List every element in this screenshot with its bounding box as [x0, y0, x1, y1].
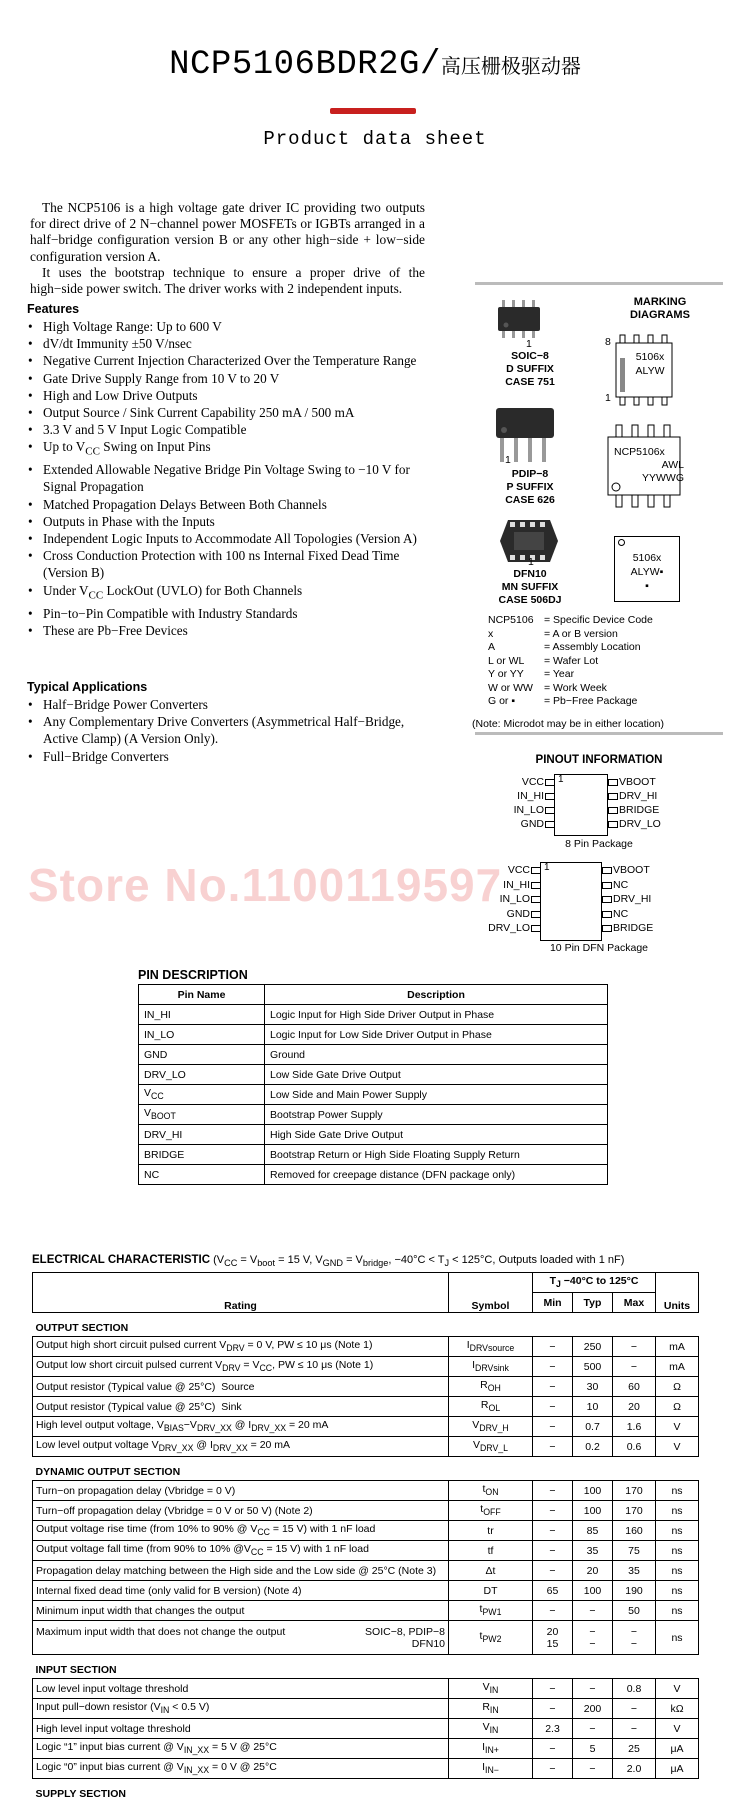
units-cell: ns	[656, 1601, 699, 1621]
rating-cell: Output resistor (Typical value @ 25°C) Sink	[33, 1397, 449, 1417]
typ-cell: 500	[573, 1357, 613, 1377]
min-cell: −	[533, 1481, 573, 1501]
legend-key: W or WW	[488, 681, 533, 694]
features-list	[27, 318, 427, 639]
electrical-header-row	[33, 1273, 699, 1293]
typ-cell: 5	[573, 1739, 613, 1759]
min-cell: −	[533, 1759, 573, 1779]
feature-item: • Outputs in Phase with the Inputs	[27, 513, 427, 530]
min-cell: −	[533, 1739, 573, 1759]
pdip-label: PDIP−8 P SUFFIX CASE 626	[505, 468, 555, 506]
max-cell: 0.6	[613, 1437, 656, 1457]
units-cell: ns	[656, 1501, 699, 1521]
min-header: Min	[533, 1293, 573, 1313]
typ-cell: −	[573, 1601, 613, 1621]
pin-stub-icon	[545, 793, 555, 800]
min-cell: −	[533, 1337, 573, 1357]
symbol-cell: $R_{OH}$	[449, 1377, 533, 1397]
typ-cell: 100	[573, 1581, 613, 1601]
parameter-row	[33, 1417, 699, 1437]
max-cell: 0.8	[613, 1679, 656, 1699]
parameter-row	[33, 1337, 699, 1357]
units-cell: Ω	[656, 1377, 699, 1397]
pin-stub-icon	[531, 882, 541, 889]
symbol-cell: tr	[449, 1521, 533, 1541]
pin-stub-icon	[602, 896, 612, 903]
pin-description: Low Side Gate Drive Output	[265, 1065, 608, 1085]
pin-label-left: IN_LO	[499, 893, 530, 905]
pdip8-package-icon	[494, 406, 558, 468]
symbol-cell: $I_{DRVsink}$	[449, 1357, 533, 1377]
min-cell: −	[533, 1357, 573, 1377]
section-row	[33, 1313, 699, 1337]
pin1-dot-icon	[618, 539, 625, 546]
legend-value: = Pb−Free Package	[544, 695, 638, 707]
pin-description: Logic Input for Low Side Driver Output in Phase	[265, 1025, 608, 1045]
min-cell: −	[533, 1501, 573, 1521]
parameter-row	[33, 1541, 699, 1561]
pin-name: $V_{CC}$	[139, 1085, 265, 1105]
typ-header: Typ	[573, 1293, 613, 1313]
intro-text	[30, 200, 425, 297]
units-cell: mA	[656, 1337, 699, 1357]
tj-header: $T_J -40^\circ C$ to 125°C	[533, 1273, 656, 1293]
pin-label-right: NC	[613, 878, 629, 891]
pin-label-left: IN_LO	[513, 804, 544, 816]
feature-item: • Matched Propagation Delays Between Both Channels	[27, 496, 427, 513]
page-subtitle: Product data sheet	[263, 128, 487, 150]
rating-cell: Logic “1” input bias current @ $V_{IN\_XX} = 5$ V @ 25°C	[33, 1739, 449, 1759]
pinout-10pin-diagram	[480, 862, 720, 938]
legend-row	[486, 682, 655, 696]
pin-label-left: DRV_LO	[488, 922, 530, 934]
electrical-conditions: ($V_{CC} = V_{boot} = 15$ V, $V_{GND} = V_{bridge}$, $-40^\circ C < T_J < 125^\circ C$, Outputs loaded with 1 nF)	[213, 1254, 625, 1269]
pinout-heading: PINOUT INFORMATION	[535, 754, 663, 766]
pdip-pin1: 1	[505, 454, 511, 466]
legend-key: x	[488, 627, 494, 640]
units-cell: V	[656, 1679, 699, 1699]
pin-row	[139, 1125, 608, 1145]
rating-cell: Internal fixed dead time (only valid for B version) (Note 4)	[33, 1581, 449, 1601]
pin-row	[139, 1145, 608, 1165]
units-header: Units	[656, 1273, 699, 1313]
rating-cell: Output voltage fall time (from 90% to 10% $@V_{CC} = 15$ V) with 1 nF load	[33, 1541, 449, 1561]
symbol-cell: $I_{IN+}$	[449, 1739, 533, 1759]
legend-value: = Year	[544, 668, 575, 680]
soic8-package-icon	[496, 300, 548, 340]
pin-row	[139, 1165, 608, 1185]
rating-cell: Output low short circuit pulsed current $V_{DRV} = V_{CC}$, PW ≤ 10 μs (Note 1)	[33, 1357, 449, 1377]
pin-name: IN_HI	[139, 1005, 265, 1025]
units-cell: kΩ	[656, 1699, 699, 1719]
rating-cell: Output high short circuit pulsed current $V_{DRV} = 0$ V, PW ≤ 10 μs (Note 1)	[33, 1337, 449, 1357]
units-cell: ns	[656, 1581, 699, 1601]
pin-label-right: DRV_HI	[613, 893, 652, 905]
legend-value: = Specific Device Code	[544, 614, 653, 626]
typ-cell: −	[573, 1759, 613, 1779]
feature-item: • 3.3 V and 5 V Input Logic Compatible	[27, 421, 427, 438]
feature-item: • Pin−to−Pin Compatible with Industry Standards	[27, 605, 427, 622]
part-number: NCP5106BDR2G/	[169, 46, 441, 84]
pin-row	[139, 1005, 608, 1025]
min-cell: −	[533, 1437, 573, 1457]
pin-stub-icon	[608, 807, 618, 814]
pin-name: GND	[139, 1045, 265, 1065]
section-title: DYNAMIC OUTPUT SECTION	[35, 1466, 181, 1478]
pin-description: Low Side and Main Power Supply	[265, 1085, 608, 1105]
max-cell: 20	[613, 1397, 656, 1417]
intro-paragraph-2: It uses the bootstrap technique to ensure a proper drive of the high−side power switch. The driver works with 2 independent inputs.	[30, 264, 425, 297]
pin-stub-icon	[602, 911, 612, 918]
pin-stub-icon	[602, 882, 612, 889]
title-underline	[330, 108, 416, 114]
feature-item: • Gate Drive Supply Range from 10 V to 20 V	[27, 370, 427, 387]
intro-paragraph-1: The NCP5106 is a high voltage gate driver IC providing two outputs for direct drive of 2 N−channel power MOSFETs or IGBTs arranged in a half−bridge configuration version B or any other high−side + low−side configuration version A.	[30, 200, 425, 264]
units-cell: ns	[656, 1541, 699, 1561]
pin-stub-icon	[545, 807, 555, 814]
parameter-row	[33, 1377, 699, 1397]
typ-cell: 100	[573, 1481, 613, 1501]
dfn-marking-outline: 5106x ALYW▪ ▪	[614, 536, 680, 602]
min-cell: −	[533, 1541, 573, 1561]
max-cell: 2.0	[613, 1759, 656, 1779]
max-cell: 160	[613, 1521, 656, 1541]
parameter-row	[33, 1601, 699, 1621]
soic-label: SOIC−8 D SUFFIX CASE 751	[505, 350, 555, 388]
pin-stub-icon	[531, 867, 541, 874]
max-cell: −	[613, 1699, 656, 1719]
feature-item: • Output Source / Sink Current Capability 250 mA / 500 mA	[27, 404, 427, 421]
parameter-row	[33, 1481, 699, 1501]
application-item: • Any Complementary Drive Converters (Asymmetrical Half−Bridge, Active Clamp) (A Version Only).	[27, 713, 427, 747]
pin-stub-icon	[602, 867, 612, 874]
pin-row	[139, 1105, 608, 1125]
feature-item: • dV/dt Immunity ±50 V/nsec	[27, 335, 427, 352]
symbol-cell: $R_{IN}$	[449, 1699, 533, 1719]
symbol-cell: $t_{ON}$	[449, 1481, 533, 1501]
units-cell: V	[656, 1437, 699, 1457]
marking-note: (Note: Microdot may be in either location)	[472, 718, 664, 730]
symbol-cell: $V_{DRV\_L}$	[449, 1437, 533, 1457]
symbol-cell: $t_{OFF}$	[449, 1501, 533, 1521]
pin-desc-header: Description	[265, 985, 608, 1005]
rating-cell: Maximum input width that does not change the output SOIC−8, PDIP−8 DFN10	[33, 1621, 449, 1655]
rating-cell: Input pull−down resistor ($V_{IN} < 0.5$ V)	[33, 1699, 449, 1719]
dfn-label: DFN10 MN SUFFIX CASE 506DJ	[498, 568, 562, 606]
min-cell: −	[533, 1377, 573, 1397]
parameter-row	[33, 1581, 699, 1601]
max-cell: 25	[613, 1739, 656, 1759]
section-row	[33, 1655, 699, 1679]
rating-cell: Logic “0” input bias current @ $V_{IN\_XX} = 0$ V @ 25°C	[33, 1759, 449, 1779]
parameter-row	[33, 1521, 699, 1541]
max-cell: −	[613, 1357, 656, 1377]
legend-row	[486, 641, 655, 655]
feature-item: • Negative Current Injection Characterized Over the Temperature Range	[27, 352, 427, 369]
soic-mark-pin8: 8	[605, 336, 611, 348]
legend-value: = A or B version	[544, 627, 618, 640]
parameter-row	[33, 1621, 699, 1655]
legend-key: G or ▪	[488, 695, 516, 707]
min-cell: −	[533, 1521, 573, 1541]
typ-cell: − −	[573, 1621, 613, 1655]
typ-cell: 85	[573, 1521, 613, 1541]
rating-cell: Output voltage rise time (from 10% to 90% @ $V_{CC} = 15$ V) with 1 nF load	[33, 1521, 449, 1541]
pin1-marker: 1	[558, 774, 564, 785]
feature-item: • Up to $V_{CC}$ Swing on Input Pins	[27, 438, 427, 461]
pin-description: High Side Gate Drive Output	[265, 1125, 608, 1145]
max-cell: 1.6	[613, 1417, 656, 1437]
rating-cell: Turn−off propagation delay (Vbridge = 0 V or 50 V) (Note 2)	[33, 1501, 449, 1521]
min-cell: −	[533, 1397, 573, 1417]
units-cell: Ω	[656, 1397, 699, 1417]
pin-description-heading: PIN DESCRIPTION	[138, 968, 248, 982]
symbol-cell: $V_{DRV\_H}$	[449, 1417, 533, 1437]
typ-cell: 20	[573, 1561, 613, 1581]
symbol-cell: $I_{IN-}$	[449, 1759, 533, 1779]
pdip-marking-text: NCP5106x AWL YYWWG	[614, 446, 684, 484]
pin-label-left: IN_HI	[503, 878, 530, 891]
typ-cell: 200	[573, 1699, 613, 1719]
pin-label-right: VBOOT	[613, 864, 650, 876]
typ-cell: 35	[573, 1541, 613, 1561]
pin-label-left: VCC	[521, 776, 544, 788]
marking-heading: MARKING DIAGRAMS	[630, 296, 690, 321]
pin-stub-icon	[608, 821, 618, 828]
legend-row	[486, 628, 655, 642]
rating-cell: Output resistor (Typical value @ 25°C) Source	[33, 1377, 449, 1397]
feature-item: • High and Low Drive Outputs	[27, 387, 427, 404]
section-title: INPUT SECTION	[35, 1664, 117, 1676]
symbol-cell: $R_{OL}$	[449, 1397, 533, 1417]
max-header: Max	[613, 1293, 656, 1313]
pin-row	[139, 1025, 608, 1045]
electrical-table	[32, 1272, 699, 1802]
parameter-row	[33, 1397, 699, 1417]
pin-description: Logic Input for High Side Driver Output in Phase	[265, 1005, 608, 1025]
max-cell: 75	[613, 1541, 656, 1561]
min-cell: 2.3	[533, 1719, 573, 1739]
pin-label-right: NC	[613, 907, 629, 920]
pin-label-right: VBOOT	[619, 776, 656, 788]
feature-item: • High Voltage Range: Up to 600 V	[27, 318, 427, 335]
pin-stub-icon	[545, 779, 555, 786]
max-cell: 35	[613, 1561, 656, 1581]
symbol-header: Symbol	[449, 1273, 533, 1313]
soic-pin1: 1	[526, 338, 532, 350]
typ-cell: 0.2	[573, 1437, 613, 1457]
rating-cell: Turn−on propagation delay (Vbridge = 0 V)	[33, 1481, 449, 1501]
pin-row	[139, 1065, 608, 1085]
pin-label-right: BRIDGE	[613, 922, 654, 934]
max-cell: 50	[613, 1601, 656, 1621]
symbol-cell: $V_{IN}$	[449, 1719, 533, 1739]
pin-description-table	[138, 984, 608, 1185]
units-cell: ns	[656, 1521, 699, 1541]
rating-cell: Minimum input width that changes the output	[33, 1601, 449, 1621]
max-cell: 60	[613, 1377, 656, 1397]
min-cell: −	[533, 1699, 573, 1719]
pin-label-right: BRIDGE	[619, 804, 660, 816]
symbol-cell: Δt	[449, 1561, 533, 1581]
feature-item: • Cross Conduction Protection with 100 ns Internal Fixed Dead Time (Version B)	[27, 547, 427, 581]
parameter-row	[33, 1699, 699, 1719]
rating-cell: High level input voltage threshold	[33, 1719, 449, 1739]
units-cell: V	[656, 1719, 699, 1739]
max-cell: − −	[613, 1621, 656, 1655]
rating-cell: Low level output voltage $V_{DRV\_XX}$ @ $I_{DRV\_XX} = 20$ mA	[33, 1437, 449, 1457]
pin-name: $V_{BOOT}$	[139, 1105, 265, 1125]
legend-value: = Wafer Lot	[544, 654, 599, 667]
pin-description: Bootstrap Power Supply	[265, 1105, 608, 1125]
min-cell: −	[533, 1417, 573, 1437]
legend-row	[486, 695, 655, 709]
parameter-row	[33, 1357, 699, 1377]
pin-label-left: GND	[520, 818, 544, 830]
min-cell: −	[533, 1601, 573, 1621]
features-heading: Features	[27, 302, 80, 316]
rating-header: Rating	[33, 1273, 449, 1313]
symbol-cell: $I_{DRVsource}$	[449, 1337, 533, 1357]
feature-item: • These are Pb−Free Devices	[27, 622, 427, 639]
pin-name: DRV_LO	[139, 1065, 265, 1085]
pin-stub-icon	[531, 911, 541, 918]
pin-name-header: Pin Name	[139, 985, 265, 1005]
soic-mark-pin1: 1	[605, 392, 611, 404]
pin-description: Removed for creepage distance (DFN package only)	[265, 1165, 608, 1185]
parameter-row	[33, 1679, 699, 1699]
legend-row	[486, 668, 655, 682]
max-cell: −	[613, 1337, 656, 1357]
pin-stub-icon	[608, 779, 618, 786]
legend-row	[486, 655, 655, 669]
section-row	[33, 1457, 699, 1481]
store-watermark: Store No.1100119597	[28, 859, 503, 911]
min-cell: 65	[533, 1581, 573, 1601]
page-title	[0, 40, 750, 88]
legend-key: NCP5106	[488, 614, 534, 626]
typ-cell: −	[573, 1679, 613, 1699]
units-cell: V	[656, 1417, 699, 1437]
feature-item: • Under $V_{CC}$ LockOut (UVLO) for Both Channels	[27, 582, 427, 605]
units-cell: mA	[656, 1357, 699, 1377]
pinout-8pin-diagram	[490, 774, 710, 836]
min-cell: −	[533, 1561, 573, 1581]
section-title: SUPPLY SECTION	[35, 1788, 126, 1800]
parameter-row	[33, 1501, 699, 1521]
pin-stub-icon	[531, 896, 541, 903]
units-cell: ns	[656, 1481, 699, 1501]
section-row	[33, 1779, 699, 1803]
pin-name: NC	[139, 1165, 265, 1185]
typ-cell: 10	[573, 1397, 613, 1417]
max-cell: 170	[613, 1481, 656, 1501]
feature-item: • Independent Logic Inputs to Accommodate All Topologies (Version A)	[27, 530, 427, 547]
pin-name: DRV_HI	[139, 1125, 265, 1145]
applications-heading: Typical Applications	[27, 680, 148, 694]
max-cell: 170	[613, 1501, 656, 1521]
pin-description: Ground	[265, 1045, 608, 1065]
symbol-cell: tf	[449, 1541, 533, 1561]
legend-key: L or WL	[488, 654, 525, 667]
min-cell: 20 15	[533, 1621, 573, 1655]
units-cell: μA	[656, 1739, 699, 1759]
soic-marking-text: 5106x ALYW	[635, 351, 665, 377]
pin-label-left: GND	[506, 907, 530, 920]
typ-cell: −	[573, 1719, 613, 1739]
units-cell: ns	[656, 1621, 699, 1655]
symbol-cell: $t_{PW1}$	[449, 1601, 533, 1621]
pin-label-left: VCC	[507, 864, 530, 876]
feature-item: • Extended Allowable Negative Bridge Pin Voltage Swing to −10 V for Signal Propagation	[27, 461, 427, 495]
max-cell: 190	[613, 1581, 656, 1601]
pin-stub-icon	[602, 925, 612, 932]
typ-cell: 250	[573, 1337, 613, 1357]
typ-cell: 100	[573, 1501, 613, 1521]
legend-key: A	[488, 641, 496, 653]
pinout-8pin-caption: 8 Pin Package	[565, 838, 633, 850]
parameter-row	[33, 1719, 699, 1739]
applications-list	[27, 696, 427, 765]
pin-label-right: DRV_HI	[619, 790, 658, 802]
rating-cell: Propagation delay matching between the High side and the Low side @ 25°C (Note 3)	[33, 1561, 449, 1581]
pin-stub-icon	[545, 821, 555, 828]
application-item: • Half−Bridge Power Converters	[27, 696, 427, 713]
pin-name: BRIDGE	[139, 1145, 265, 1165]
pin-name: IN_LO	[139, 1025, 265, 1045]
min-cell: −	[533, 1679, 573, 1699]
symbol-cell: $t_{PW2}$	[449, 1621, 533, 1655]
parameter-row	[33, 1561, 699, 1581]
parameter-row	[33, 1739, 699, 1759]
electrical-heading: ELECTRICAL CHARACTERISTIC ($V_{CC} = V_{boot} = 15$ V, $V_{GND} = V_{bridge}$, $-40^\circ C < T_J < 125^\circ C$, Outputs loaded with 1 nF)	[32, 1254, 625, 1269]
dfn-pin1: 1	[528, 556, 534, 568]
legend-value: = Work Week	[544, 681, 607, 694]
symbol-cell: $V_{IN}$	[449, 1679, 533, 1699]
rating-cell: High level output voltage, $V_{BIAS}-V_{DRV\_XX}$ @ $I_{DRV\_XX} = 20$ mA	[33, 1417, 449, 1437]
pin-row	[139, 1085, 608, 1105]
application-item: • Full−Bridge Converters	[27, 748, 427, 765]
parameter-row	[33, 1437, 699, 1457]
marking-legend	[486, 614, 655, 709]
legend-key: Y or YY	[488, 668, 524, 680]
pin-description: Bootstrap Return or High Side Floating Supply Return	[265, 1145, 608, 1165]
max-cell: −	[613, 1719, 656, 1739]
pin-row	[139, 1045, 608, 1065]
section-divider	[475, 732, 723, 735]
parameter-row	[33, 1759, 699, 1779]
pin-stub-icon	[608, 793, 618, 800]
pin-label-right: DRV_LO	[619, 818, 661, 830]
part-description-cn: 高压栅极驱动器	[440, 54, 581, 78]
section-divider	[475, 282, 723, 285]
pinout-10pin-caption: 10 Pin DFN Package	[549, 942, 649, 954]
ic-body-outline	[540, 862, 602, 941]
typ-cell: 0.7	[573, 1417, 613, 1437]
pin1-marker: 1	[544, 862, 550, 873]
section-title: OUTPUT SECTION	[35, 1322, 129, 1334]
legend-value: = Assembly Location	[544, 641, 641, 653]
pin-stub-icon	[531, 925, 541, 932]
legend-row	[486, 614, 655, 628]
symbol-cell: DT	[449, 1581, 533, 1601]
pin-label-left: IN_HI	[517, 790, 544, 802]
units-cell: ns	[656, 1561, 699, 1581]
typ-cell: 30	[573, 1377, 613, 1397]
units-cell: μA	[656, 1759, 699, 1779]
rating-cell: Low level input voltage threshold	[33, 1679, 449, 1699]
